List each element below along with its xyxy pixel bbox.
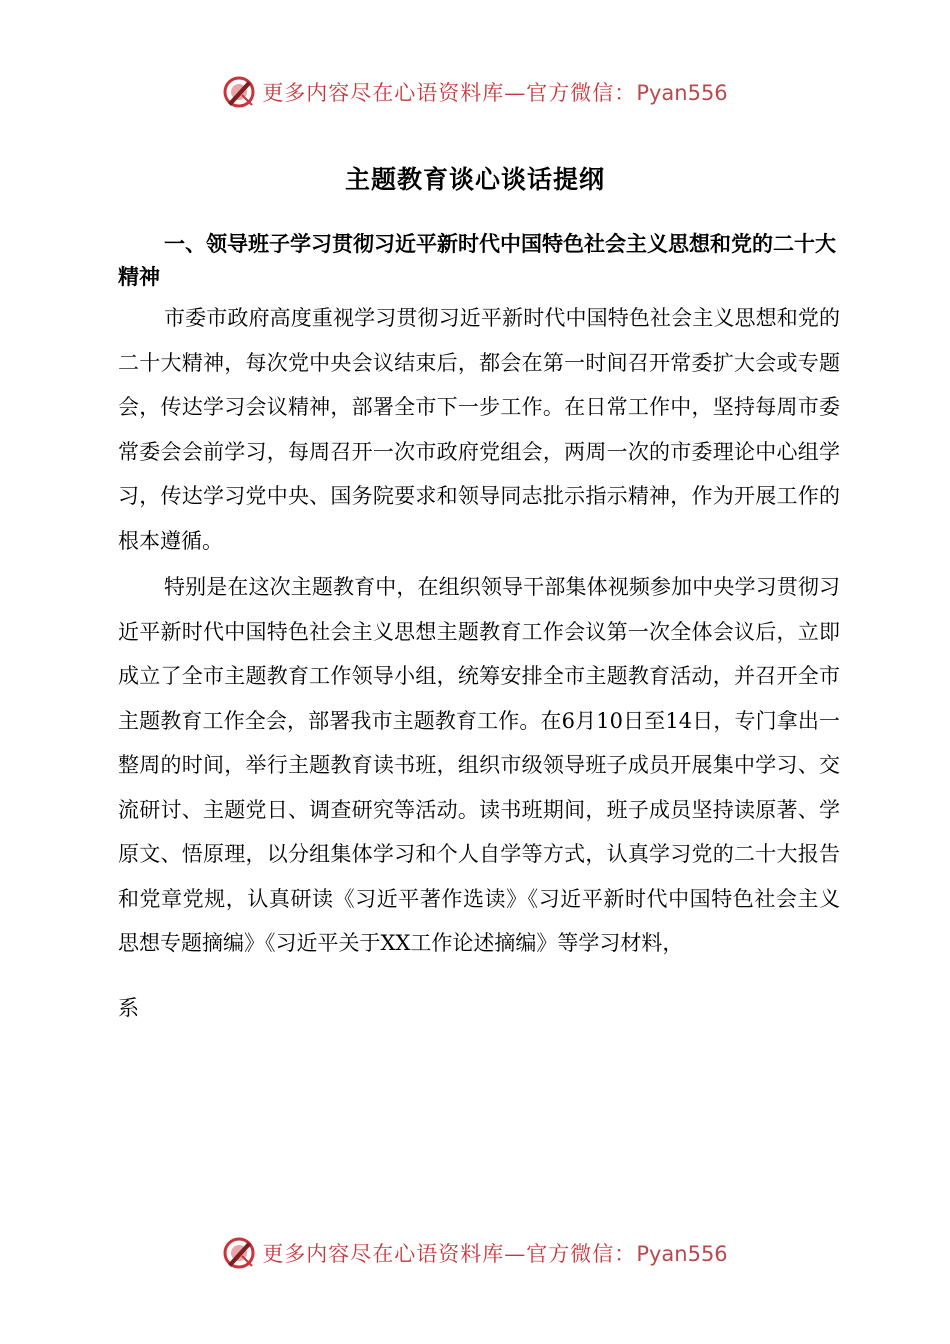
watermark-text: 更多内容尽在心语资料库—官方微信：Pyan556 [262, 1242, 728, 1266]
red-circle-pen-logo-icon [222, 75, 256, 109]
watermark-wechat-id: Pyan556 [636, 81, 728, 105]
red-circle-pen-logo-icon [222, 1236, 256, 1270]
body-paragraph-1: 市委市政府高度重视学习贯彻习近平新时代中国特色社会主义思想和党的二十大精神，每次党中央会议结束后，都会在第一时间召开常委扩大会或专题会，传达学习会议精神，部署全市下一步工作。在日常工作中，坚持每周市委常委会会前学习，每周召开一次市政府党组会，两周一次的市委理论中心组学习，传达学习党中央、国务院要求和领导同志批示指示精神，作为开展工作的根本遵循。 [118, 306, 840, 553]
section-heading: 一、领导班子学习贯彻习近平新时代中国特色社会主义思想和党的二十大精神 [118, 232, 836, 289]
body-paragraph-2: 特别是在这次主题教育中，在组织领导干部集体视频参加中央学习贯彻习近平新时代中国特色社会主义思想主题教育工作会议第一次全体会议后，立即成立了全市主题教育工作领导小组，统筹安排全市主题教育活动，并召开全市主题教育工作全会，部署我市主题教育工作。在6月10日至14日，专门拿出一整周的时间，举行主题教育读书班，组织市级领导班子成员开展集中学习、交流研讨、主题党日、调查研究等活动。读书班期间，班子成员坚持读原著、学原文、悟原理，以分组集体学习和个人自学等方式，认真学习党的二十大报告和党章党规，认真研读《习近平著作选读》《习近平新时代中国特色社会主义思想专题摘编》《习近平关于XX工作论述摘编》等学习材料， [118, 575, 840, 955]
watermark-text: 更多内容尽在心语资料库—官方微信：Pyan556 [262, 81, 728, 105]
document-title: 主题教育谈心谈话提纲 [344, 165, 605, 194]
watermark-footer [0, 1233, 950, 1273]
watermark-header [0, 72, 950, 112]
trailing-text: 系 [118, 996, 139, 1020]
watermark-wechat-id: Pyan556 [636, 1242, 728, 1266]
